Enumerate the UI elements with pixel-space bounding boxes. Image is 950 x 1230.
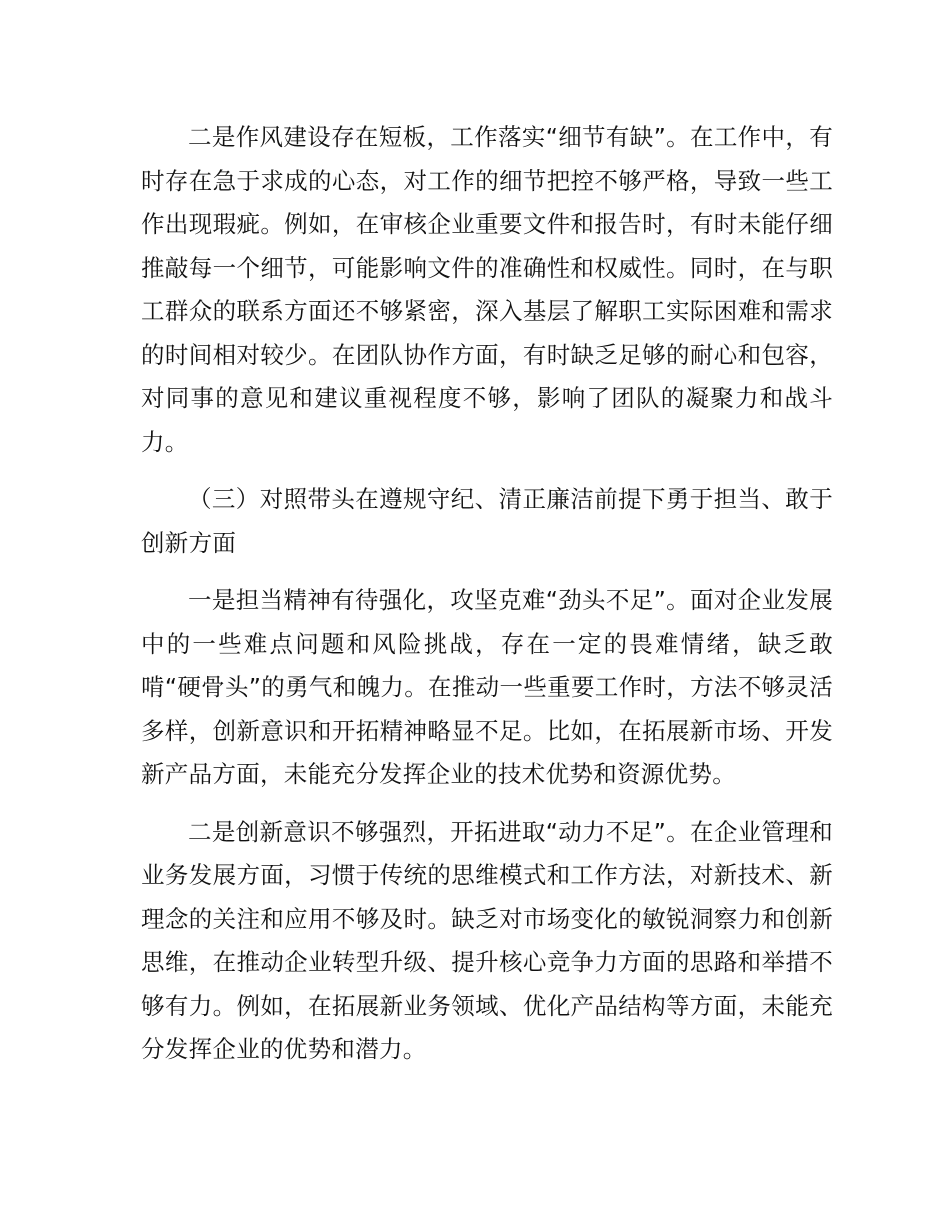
paragraph-work-style: 二是作风建设存在短板，工作落实“细节有缺”。在工作中，有时存在急于求成的心态，对工作的细节把控不够严格，导致一些工作出现瑕疵。例如，在审核企业重要文件和报告时，有时未能仔细推敲每一个细节，可能影响文件的准确性和权威性。同时，在与职工群众的联系方面还不够紧密，深入基层了解职工实际困难和需求的时间相对较少。在团队协作方面，有时缺乏足够的耐心和包容，对同事的意见和建议重视程度不够，影响了团队的凝聚力和战斗力。 <box>141 123 833 456</box>
section-heading-three: （三）对照带头在遵规守纪、清正廉洁前提下勇于担当、敢于创新方面 <box>141 485 833 557</box>
document-body <box>141 116 833 1086</box>
paragraph-responsibility: 一是担当精神有待强化，攻坚克难“劲头不足”。面对企业发展中的一些难点问题和风险挑战，存在一定的畏难情绪，缺乏敢啃“硬骨头”的勇气和魄力。在推动一些重要工作时，方法不够灵活多样，创新意识和开拓精神略显不足。比如，在拓展新市场、开发新产品方面，未能充分发挥企业的技术优势和资源优势。 <box>141 586 833 788</box>
paragraph-innovation: 二是创新意识不够强烈，开拓进取“动力不足”。在企业管理和业务发展方面，习惯于传统的思维模式和工作方法，对新技术、新理念的关注和应用不够及时。缺乏对市场变化的敏锐洞察力和创新思维，在推动企业转型升级、提升核心竞争力方面的思路和举措不够有力。例如，在拓展新业务领域、优化产品结构等方面，未能充分发挥企业的优势和潜力。 <box>141 817 833 1063</box>
